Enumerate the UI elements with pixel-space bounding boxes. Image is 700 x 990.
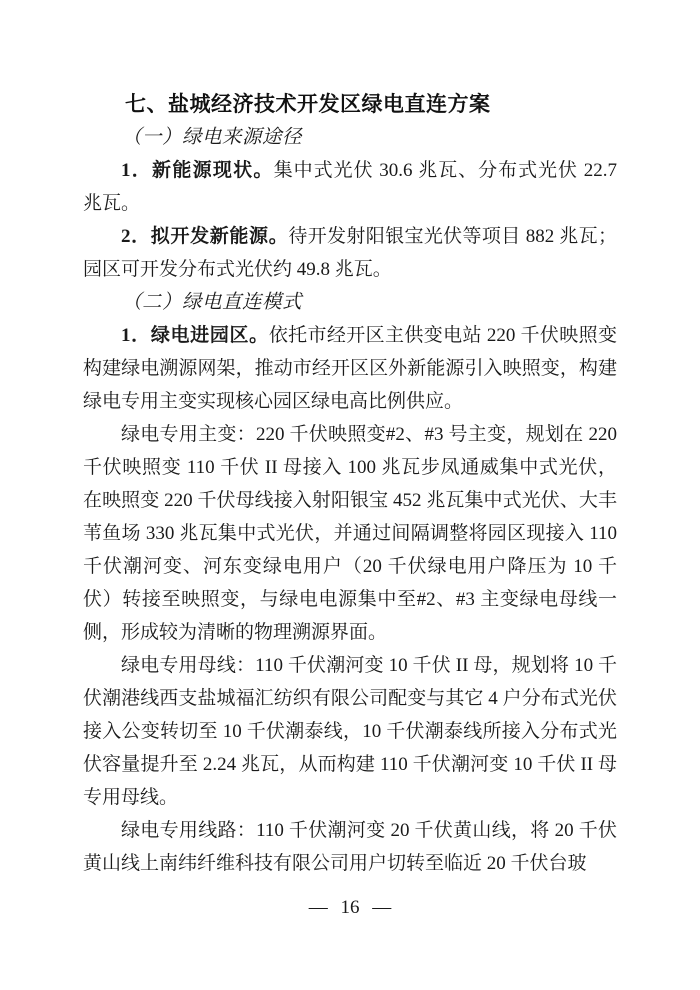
paragraph-body-planned-new-energy: 待开发射阳银宝光伏等项目 882 兆瓦；园区可开发分布式光伏约 49.8 兆瓦。 — [83, 226, 617, 280]
paragraph-dedicated-busbar: 绿电专用母线：110 千伏潮河变 10 千伏 II 母，规划将 10 千伏潮港线西支盐城福汇纺织有限公司配变与其它 4 户分布式光伏接入公变转切至 10 千伏潮泰线，10 千伏潮泰线所接入分布式光伏容量提升至 2.24 兆瓦，从而构建 110 千伏潮河变 10 千伏 II 母专用母线。 — [83, 655, 617, 808]
paragraph-green-power-into-park — [83, 319, 617, 418]
paragraph-body-new-energy-status: 集中式光伏 30.6 兆瓦、分布式光伏 22.7 兆瓦。 — [83, 160, 617, 214]
paragraph-dedicated-main-transformer: 绿电专用主变：220 千伏映照变#2、#3 号主变，规划在 220 千伏映照变 110 千伏 II 母接入 100 兆瓦步凤通威集中式光伏，在映照变 220 千伏母线接入射阳银宝 452 兆瓦集中式光伏、大丰苇鱼场 330 兆瓦集中式光伏，并通过间隔调整将园区现接入 110 千伏潮河变、河东变绿电用户（20 千伏绿电用户降压为 10 千伏）转接至映照变，与绿电电源集中至#2、#3 主变绿电母线一侧，形成较为清晰的物理溯源界面。 — [83, 424, 617, 643]
paragraph-dedicated-line: 绿电专用线路：110 千伏潮河变 20 千伏黄山线，将 20 千伏黄山线上南纬纤维科技有限公司用户切转至临近 20 千伏台玻 — [83, 820, 617, 874]
page-body — [83, 88, 617, 880]
page-number: — 16 — — [308, 897, 392, 918]
paragraph-planned-new-energy — [83, 220, 617, 286]
section-heading-direct-connection-mode: （二）绿电直连模式 — [122, 292, 303, 313]
paragraph-lead-planned-new-energy: 2．拟开发新能源。 — [121, 226, 289, 247]
document-title: 七、盐城经济技术开发区绿电直连方案 — [125, 93, 491, 116]
paragraph-body-green-power-into-park: 依托市经开区主供变电站 220 千伏映照变构建绿电溯源网架，推动市经开区区外新能源引入映照变，构建绿电专用主变实现核心园区绿电高比例供应。 — [83, 325, 617, 412]
section-heading-green-power-sources: （一）绿电来源途径 — [122, 127, 303, 148]
paragraph-lead-new-energy-status: 1．新能源现状。 — [121, 160, 274, 181]
page-footer — [0, 896, 700, 920]
paragraph-lead-green-power-into-park: 1．绿电进园区。 — [121, 325, 269, 346]
paragraph-new-energy-status — [83, 154, 617, 220]
